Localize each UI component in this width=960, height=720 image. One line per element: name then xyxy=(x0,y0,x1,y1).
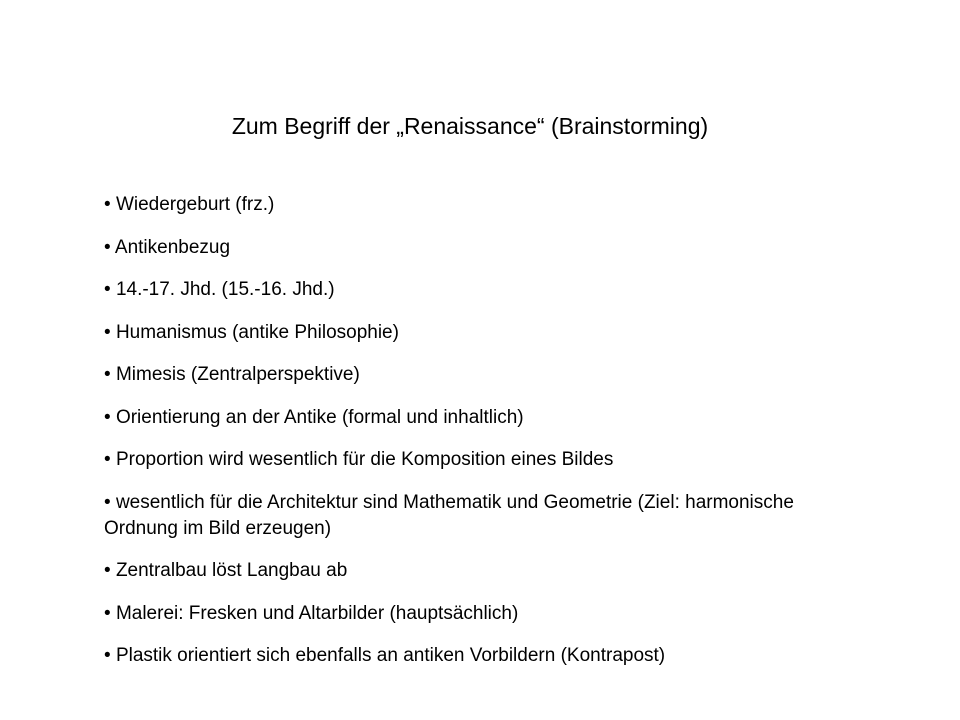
bullet-item xyxy=(104,277,804,303)
bullet-icon: • xyxy=(104,321,111,343)
bullet-text: Humanismus (antike Philosophie) xyxy=(115,321,399,343)
bullet-list xyxy=(104,192,804,686)
bullet-item xyxy=(104,320,804,346)
bullet-icon: • xyxy=(104,194,111,215)
bullet-icon: • xyxy=(104,602,111,624)
bullet-item xyxy=(104,490,804,542)
bullet-text: Malerei: Fresken und Altarbilder (hauptsächlich) xyxy=(115,602,519,624)
bullet-text: wesentlich für die Architektur sind Mathematik und Geometrie (Ziel: harmonische Ordnung im Bild erzeugen) xyxy=(104,491,794,539)
bullet-text: Antikenbezug xyxy=(114,236,231,258)
bullet-icon: • xyxy=(104,279,111,300)
bullet-icon: • xyxy=(104,364,111,385)
slide-title: Zum Begriff der „Renaissance“ (Brainstorming) xyxy=(231,113,709,139)
bullet-icon: • xyxy=(104,236,111,258)
bullet-item xyxy=(104,601,804,627)
bullet-item xyxy=(104,558,804,584)
bullet-item xyxy=(104,235,804,261)
bullet-text: Plastik orientiert sich ebenfalls an antiken Vorbildern (Kontrapost) xyxy=(115,645,666,666)
bullet-icon: • xyxy=(104,449,111,470)
bullet-icon: • xyxy=(104,645,111,666)
bullet-item xyxy=(104,643,804,669)
bullet-item xyxy=(104,362,804,388)
bullet-icon: • xyxy=(104,560,111,581)
bullet-text: Proportion wird wesentlich für die Komposition eines Bildes xyxy=(115,449,614,470)
bullet-text: Wiedergeburt (frz.) xyxy=(115,194,275,215)
bullet-icon: • xyxy=(104,491,111,513)
bullet-item xyxy=(104,192,804,218)
bullet-text: 14.-17. Jhd. (15.-16. Jhd.) xyxy=(115,279,335,300)
bullet-icon: • xyxy=(104,406,111,428)
bullet-item xyxy=(104,405,804,431)
bullet-item xyxy=(104,447,804,473)
bullet-text: Orientierung an der Antike (formal und inhaltlich) xyxy=(115,406,524,428)
bullet-text: Zentralbau löst Langbau ab xyxy=(115,560,348,581)
bullet-text: Mimesis (Zentralperspektive) xyxy=(115,364,360,385)
